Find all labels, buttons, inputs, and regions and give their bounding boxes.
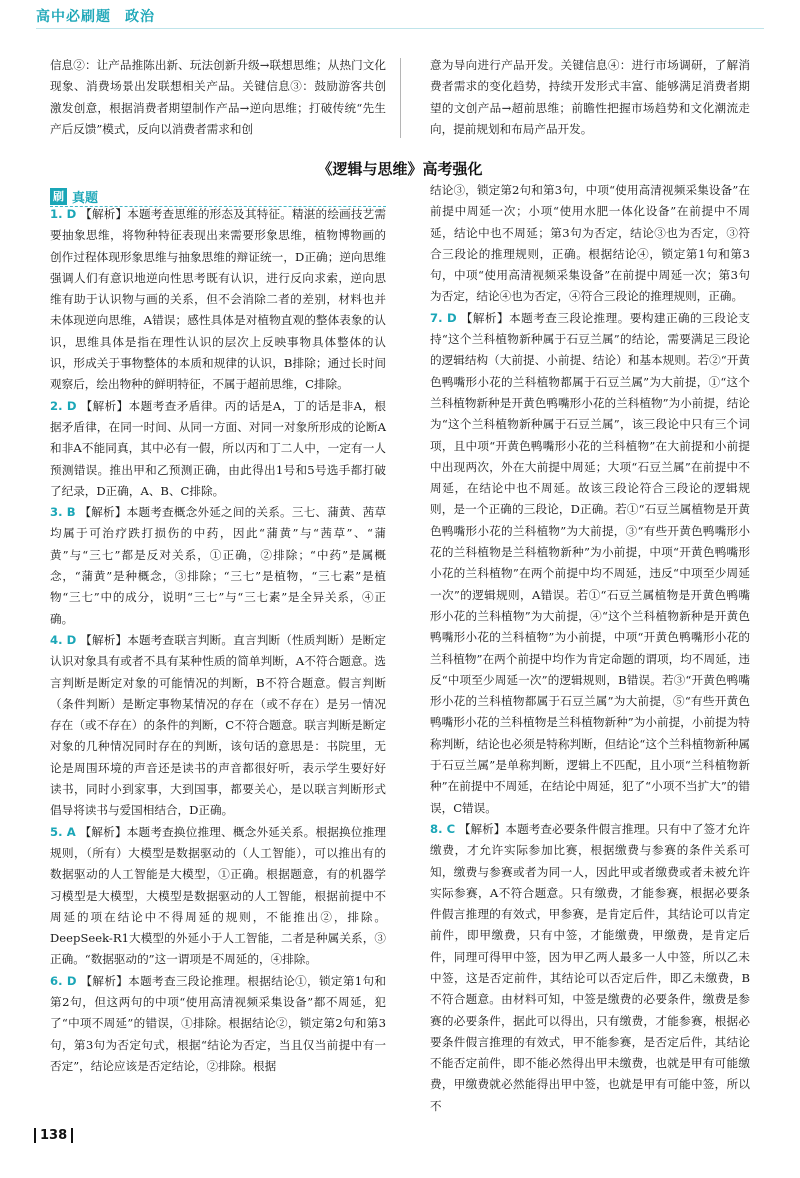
top-left-paragraph: [50, 55, 386, 140]
section-title: 《逻辑与思维》高考强化: [317, 160, 483, 178]
left-answer-column: [50, 204, 386, 1077]
answer-key: 6. D: [50, 973, 77, 988]
real-questions-label: 真题: [72, 191, 99, 206]
answer-key: 3. B: [50, 505, 76, 520]
top-left-text: 信息②：让产品推陈出新、玩法创新升级→联想思维；从热门文化现象、消费场景出发联想相关产品。关键信息③：鼓励游客共创激发创意，根据消费者期望制作产品→逆向思维；打破传统“先生产后反馈”模式，反向以消费者需求和创: [50, 58, 386, 136]
right-answer-column: [430, 180, 750, 1117]
answer-paragraph: 1. D 【解析】本题考查思维的形态及其特征。精湛的绘画技艺需要抽象思维，将物种特征表现出来需要形象思维，植物博物画的创作过程体现形象思维与抽象思维的辩证统一，D正确；逆向思维强调人们有意识地逆向性思考既有认识，进行反向求索，逆向思维有助于认识物与画的关系，但不会消除二者的差别，材料也并未体现逆向思维，A错误；感性具体是对植物直观的整体表象的认识，思维具体是指在理性认识的层次上反映事物具体整体的认识，形成关于事物整体的本质和规律的认识，B排除；通过长时间观察后，绘出物种的鲜明特征，不属于超前思维，C排除。: [50, 207, 386, 392]
answer-paragraph: 结论③，锁定第2句和第3句，中项“使用高清视频采集设备”在前提中周延一次；小项“使用水肥一体化设备”在前提中不周延，结论中也不周延；第3句为否定，结论③也为否定，③符合三段论的推理规则，正确。根据结论④，锁定第1句和第3句，中项“使用高清视频采集设备”在前提中周延一次；第3句为否定，结论④也为否定，④符合三段论的推理规则，正确。: [430, 183, 750, 304]
top-right-paragraph: [430, 55, 750, 140]
answer-key: 2. D: [50, 398, 77, 413]
answer-key: 5. A: [50, 824, 76, 839]
subject-title: 政治: [125, 9, 155, 25]
answer-paragraph: 2. D 【解析】本题考查矛盾律。丙的话是A，丁的话是非A，根据矛盾律，在同一时间、从同一方面、对同一对象所形成的论断A和非A不能同真，其中必有一假，所以丙和丁二人中，一定有一人预测错误。推出甲和乙预测正确，由此得出1号和5号选手都打破了纪录，D正确，A、B、C排除。: [50, 398, 386, 498]
book-title: 高中必刷题: [36, 9, 111, 25]
answer-key: 8. C: [430, 821, 456, 836]
running-header: [36, 6, 155, 26]
answer-paragraph: 6. D 【解析】本题考查三段论推理。根据结论①，锁定第1句和第2句，但这两句的中项“使用高清视频采集设备”都不周延，犯了“中项不周延”的错误，①排除。根据结论②，锁定第2句和第3句，第3句为否定句式，根据“结论为否定，当且仅当前提中有一否定”，结论应该是否定结论，②排除。根据: [50, 973, 386, 1073]
answer-paragraph: 8. C 【解析】本题考查必要条件假言推理。只有中了签才允许缴费，才允许实际参加比赛，根据缴费与参赛的条件关系可知，缴费与参赛或者为同一人，因此甲或者缴费或者未被允许实际参赛，A不符合题意。只有缴费，才能参赛，根据必要条件假言推理的有效式，甲参赛，是肯定后件，其结论可以肯定前件，即甲缴费，只有中签，才能缴费，甲缴费，是肯定后件，同理可得甲中签，因为甲乙两人最多一人中签，所以乙未中签，这是否定前件，其结论可以否定后件，即乙未缴费，B不符合题意。由材料可知，中签是缴费的必要条件，缴费是参赛的必要条件，据此可以得出，只有缴费，才能参赛，根据必要条件假言推理的有效式，甲不能参赛，是否定后件，其结论不能否定前件，即不能必然得出甲未缴费，也就是甲有可能缴费，甲缴费就必然能得出甲中签，也就是甲有可能中签，所以不: [430, 821, 750, 1113]
answer-key: 4. D: [50, 632, 77, 647]
top-right-text: 意为导向进行产品开发。关键信息④：进行市场调研，了解消费者需求的变化趋势，持续开发形式丰富、能够满足消费者期望的文创产品→超前思维；前瞻性把握市场趋势和文化潮流走向，提前规划和布局产品开发。: [430, 58, 750, 136]
page-number: 138: [34, 1128, 73, 1143]
brush-badge-icon: 刷: [50, 188, 67, 205]
header-rule: [36, 28, 764, 29]
answer-key: 1. D: [50, 207, 77, 221]
answer-key: 7. D: [430, 310, 457, 325]
answer-paragraph: 3. B 【解析】本题考查概念外延之间的关系。三七、蒲黄、茜草均属于可治疗跌打损伤的中药，因此“蒲黄”与“茜草”、“蒲黄”与“三七”都是反对关系，①正确，②排除；“中药”是属概念，“蒲黄”是种概念，③排除；“三七”是植物，“三七素”是植物“三七”中的成分，说明“三七”与“三七素”是全异关系，④正确。: [50, 505, 386, 626]
answer-paragraph: 7. D 【解析】本题考查三段论推理。要构建正确的三段论支持“这个兰科植物新种属于石豆兰属”的结论，需要满足三段论的逻辑结构（大前提、小前提、结论）和基本规则。若②“开黄色鸭嘴形小花的兰科植物都属于石豆兰属”为大前提，①“这个兰科植物新种是开黄色鸭嘴形小花的兰科植物”为小前提，结论为“这个兰科植物新种属于石豆兰属”，该三段论中只有三个词项，且中项“开黄色鸭嘴形小花的兰科植物”在大前提和小前提中出现两次，外在大前提中周延；大项“石豆兰属”在前提中不周延，在结论中也不周延。故该三段论符合三段论的逻辑规则，是一个正确的三段论，D正确。若①“石豆兰属植物是开黄色鸭嘴形小花的兰科植物”为大前提，③“有些开黄色鸭嘴形小花的兰科植物是兰科植物新种”为小前提，中项“开黄色鸭嘴形小花的兰科植物”在两个前提中均不周延，违反“中项至少周延一次”的逻辑规则，A错误。若①“石豆兰属植物是开黄色鸭嘴形小花的兰科植物”为大前提，④“这个兰科植物新种是开黄色鸭嘴形小花的兰科植物”为小前提，中项“开黄色鸭嘴形小花的兰科植物”在两个前提中均作为肯定命题的谓项，均不周延，违反“中项至少周延一次”的逻辑规则，B错误。若③“开黄色鸭嘴形小花的兰科植物都属于石豆兰属”为大前提，⑤“有些开黄色鸭嘴形小花的兰科植物是兰科植物新种”为小前提，小前提为特称判断，结论也必须是特称判断，但结论“这个兰科植物新种属于石豆兰属”是单称判断，逻辑上不匹配，且小项“兰科植物新种”在前提中不周延，在结论中周延，犯了“小项不当扩大”的错误，C错误。: [430, 310, 750, 815]
answer-paragraph: 5. A 【解析】本题考查换位推理、概念外延关系。根据换位推理规则，（所有）大模型是数据驱动的（人工智能），可以推出有的数据驱动的人工智能是大模型，①正确。根据题意，有的机器学习模型是大模型，大模型是数据驱动的人工智能，根据前提中不周延的项在结论中不得周延的规则，不能推出②，排除。DeepSeek-R1大模型的外延小于人工智能，二者是种属关系，③正确。“数据驱动的”这一谓项是不周延的，④排除。: [50, 824, 387, 967]
answer-paragraph: 4. D 【解析】本题考查联言判断。直言判断（性质判断）是断定认识对象具有或者不具有某种性质的简单判断，A不符合题意。选言判断是断定对象的可能情况的判断，B不符合题意。假言判断（条件判断）是断定事物某情况的存在（或不存在）是另一情况存在（或不存在）的条件的判断，C不符合题意。联言判断是断定对象的几种情况同时存在的判断，该句话的意思是：书院里，无论是周围环境的声音还是读书的声音都很好听，表示学生要好好读书，同时小到家事，大到国事，都要关心，是以联言判断形式倡导将读书与爱国相结合，D正确。: [50, 632, 386, 818]
column-divider: [400, 58, 401, 138]
